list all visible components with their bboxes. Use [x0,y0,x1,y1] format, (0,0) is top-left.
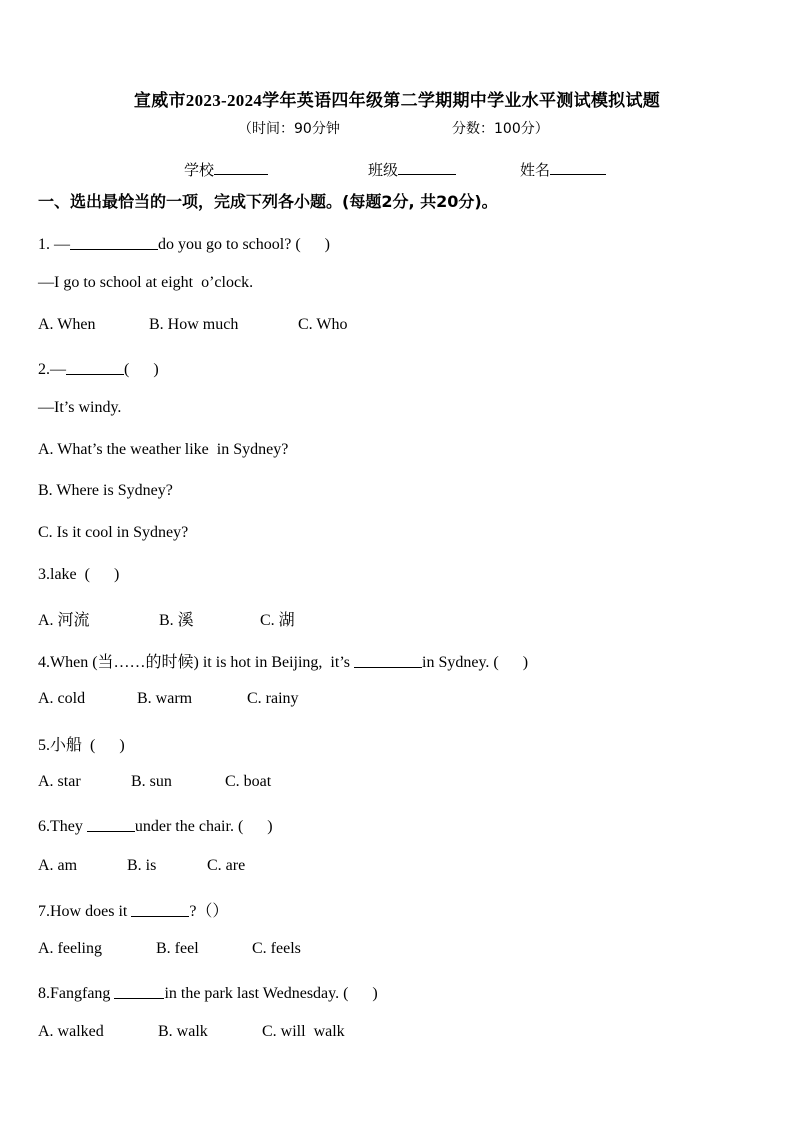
question-2 [38,358,159,379]
q7-suffix: ?（） [189,903,229,920]
name-label: 姓名 [520,161,551,179]
q1-blank [70,233,158,250]
q8-prefix: 8.Fangfang [38,985,115,1002]
question-4 [38,649,528,672]
q2-response: —It’s windy. [38,399,122,416]
q4-options [38,690,299,708]
school-label: 学校 [184,161,215,179]
q5-options [38,773,271,791]
q8-options [38,1023,345,1041]
q7-option-b: B. feel [156,940,199,957]
q1-response: —I go to school at eight o’clock. [38,274,254,291]
q1-prefix: 1. — [38,236,70,253]
q2-option-b: B. Where is Sydney? [38,482,173,499]
q1-option-a: A. When [38,316,96,333]
q4-prefix: 4.When (当……的时候) it is hot in Beijing, it’s [38,654,354,671]
q6-option-c: C. are [207,857,246,874]
q2-prefix: 2.— [38,361,66,378]
q1-options [38,316,347,334]
q3-option-c: C. 湖 [260,612,295,629]
class-label: 班级 [368,161,399,179]
q8-suffix: in the park last Wednesday. ( ) [164,985,378,1002]
q2-option-c: C. Is it cool in Sydney? [38,524,189,541]
question-1 [38,233,330,254]
q7-options [38,940,301,958]
q6-options [38,857,245,875]
q5-option-c: C. boat [225,773,272,790]
section-heading: 一、选出最恰当的一项，完成下列各小题。(每题2分, 共20分)。 [38,192,498,211]
q3-option-b: B. 溪 [159,612,194,629]
q2-option-a: A. What’s the weather like in Sydney? [38,441,289,458]
class-blank [398,160,456,175]
q4-blank [354,651,422,668]
q1-option-c: C. Who [298,316,348,333]
q1-suffix: do you go to school? ( ) [158,236,330,253]
page-title: 宣威市2023-2024学年英语四年级第二学期期中学业水平测试模拟试题 [133,91,661,110]
question-6 [38,815,273,836]
q7-option-c: C. feels [252,940,301,957]
exam-time: （时间：90分钟 [238,121,340,137]
q2-suffix: ( ) [124,361,159,378]
q7-prefix: 7.How does it [38,903,132,920]
q3-options [38,607,295,630]
q1-option-b: B. How much [149,316,239,333]
q4-option-a: A. cold [38,690,86,707]
q4-option-c: C. rainy [247,690,299,707]
q5-option-b: B. sun [131,773,172,790]
exam-score: 分数：100分） [452,121,549,137]
q6-option-b: B. is [127,857,157,874]
name-field [520,159,606,180]
q6-suffix: under the chair. ( ) [134,818,273,835]
q7-blank [131,900,189,917]
class-field [368,159,456,180]
q5-option-a: A. star [38,773,81,790]
question-3: 3.lake ( ) [38,566,120,583]
school-blank [214,160,268,175]
q6-option-a: A. am [38,857,78,874]
question-5: 5.小船 ( ) [38,737,125,754]
q2-blank [66,358,124,375]
q4-option-b: B. warm [137,690,193,707]
question-8 [38,982,378,1003]
q8-option-c: C. will walk [262,1023,345,1040]
q7-option-a: A. feeling [38,940,102,957]
q4-suffix: in Sydney. ( ) [422,654,529,671]
school-field [184,159,268,180]
q6-blank [87,815,135,832]
q6-prefix: 6.They [38,818,87,835]
q8-blank [114,982,164,999]
q8-option-a: A. walked [38,1023,104,1040]
q3-option-a: A. 河流 [38,612,90,629]
question-7 [38,898,228,921]
q8-option-b: B. walk [158,1023,208,1040]
name-blank [550,160,606,175]
